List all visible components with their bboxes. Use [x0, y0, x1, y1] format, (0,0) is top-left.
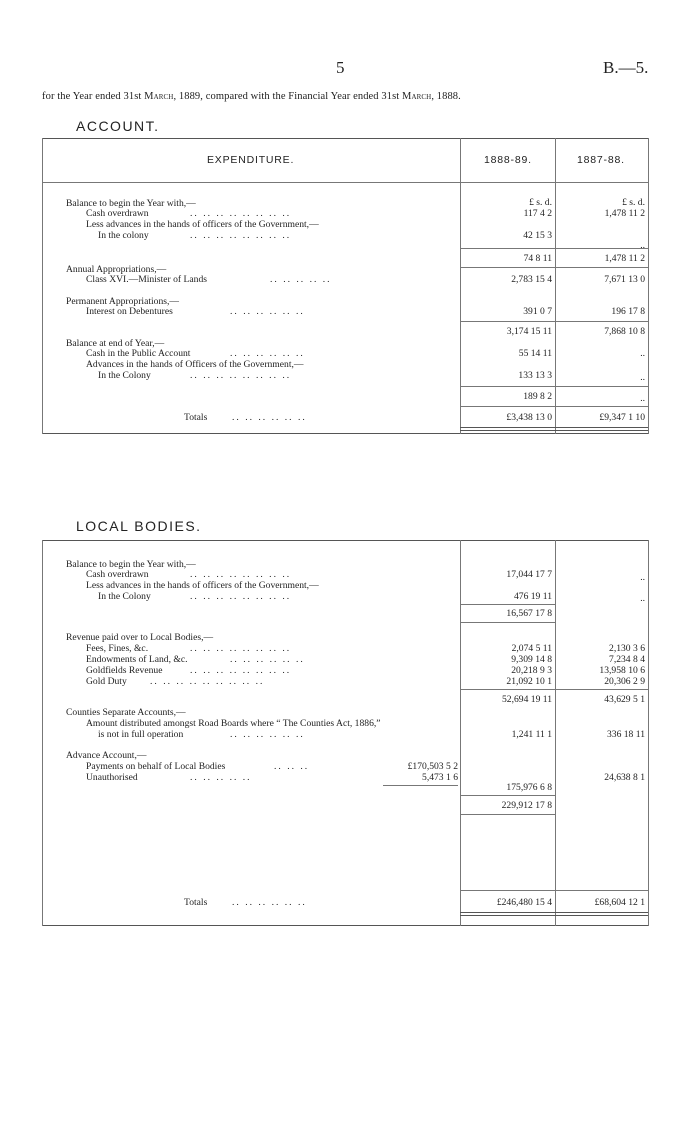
- intro-prefix: for the Year ended 31st: [42, 91, 145, 102]
- intro-month-2: March: [402, 91, 432, 102]
- leader-dots: .. .. .. .. ..: [270, 274, 332, 285]
- acc-row-label: Permanent Appropriations,—: [66, 296, 179, 307]
- acc-row-label: Cash in the Public Account: [86, 348, 191, 359]
- intro-mid: , 1889, compared with the Financial Year ended 31st: [173, 91, 403, 102]
- acc-row-label: Balance at end of Year,—: [66, 338, 165, 349]
- local-subtotal-1887: 43,629 5 1: [604, 694, 645, 705]
- local-amount-1888: 2,074 5 11: [511, 643, 552, 654]
- local-row-label: Advance Account,—: [66, 750, 147, 761]
- intro-suffix: , 1888.: [431, 91, 461, 102]
- local-row-label: Cash overdrawn: [86, 569, 149, 580]
- leader-dots: .. .. .. .. .. .. .. ..: [190, 665, 292, 676]
- leader-dots: .. .. .. .. .. .. .. ..: [190, 370, 292, 381]
- account-right-border: [648, 138, 649, 434]
- local-subtotal-1888: 52,694 19 11: [501, 694, 552, 705]
- subtotal-rule: [460, 814, 556, 815]
- intro-line: [42, 91, 461, 102]
- local-row-label: Payments on behalf of Local Bodies: [86, 761, 226, 772]
- local-amount-1887: 7,234 8 4: [609, 654, 645, 665]
- local-amount-1888: 1,241 11 1: [511, 729, 552, 740]
- subtotal-rule: [460, 248, 648, 249]
- local-divider-1: [460, 540, 461, 926]
- totals-double-rule: [460, 912, 648, 916]
- local-inner-amount: 5,473 1 6: [422, 772, 458, 783]
- local-total-1888: £246,480 15 4: [496, 897, 552, 908]
- leader-dots: .. .. .. .. .. ..: [230, 306, 305, 317]
- local-row-label: Revenue paid over to Local Bodies,—: [66, 632, 214, 643]
- acc-row-label: In the Colony: [98, 370, 151, 381]
- local-subtotal-1888: 229,912 17 8: [501, 800, 552, 811]
- acc-row-label: Advances in the hands of Officers of the Government,—: [86, 359, 304, 370]
- acc-amount-1888: 55 14 11: [518, 348, 552, 359]
- year-1888-89-header: 1888-89.: [484, 154, 532, 166]
- local-amount-1888: 9,309 14 8: [511, 654, 552, 665]
- account-heading: ACCOUNT.: [76, 118, 160, 134]
- acc-subtotal-1888: 74 8 11: [523, 253, 552, 264]
- acc-row-label: Less advances in the hands of officers of the Government,—: [86, 219, 319, 230]
- leader-dots: .. .. .. .. .. ..: [232, 897, 307, 908]
- totals-double-rule: [460, 427, 648, 431]
- leader-dots: .. .. .. .. .. ..: [230, 348, 305, 359]
- local-subtotal-1888: 16,567 17 8: [506, 608, 552, 619]
- local-amount-1887: 24,638 8 1: [604, 772, 645, 783]
- account-header-rule: [42, 182, 648, 183]
- document-reference: B.—5.: [603, 58, 649, 77]
- acc-row-label: Class XVI.—Minister of Lands: [86, 274, 207, 285]
- local-amount-1887: 336 18 11: [606, 729, 645, 740]
- acc-row-label: Interest on Debentures: [86, 306, 173, 317]
- local-bodies-heading: LOCAL BODIES.: [76, 518, 202, 534]
- local-amount-1887: 20,306 2 9: [604, 676, 645, 687]
- acc-amount-1887: 1,478 11 2: [604, 208, 645, 219]
- leader-dots: .. .. .. .. .. .. .. ..: [190, 643, 292, 654]
- subtotal-rule: [460, 604, 556, 605]
- local-row-label: Endowments of Land, &c.: [86, 654, 188, 665]
- acc-subtotal-1888: 3,174 15 11: [506, 326, 552, 337]
- local-row-label: Unauthorised: [86, 772, 138, 783]
- totals-rule: [460, 406, 648, 407]
- currency-header-2: £ s. d.: [622, 197, 645, 208]
- acc-amount-1887: ..: [640, 240, 645, 251]
- local-amount-1888: 17,044 17 7: [506, 569, 552, 580]
- account-totals-label: Totals: [184, 412, 208, 423]
- inner-rule: [383, 785, 458, 786]
- local-row-label: Balance to begin the Year with,—: [66, 559, 196, 570]
- year-1887-88-header: 1887-88.: [577, 154, 625, 166]
- local-total-1887: £68,604 12 1: [594, 897, 645, 908]
- acc-amount-1887: 7,671 13 0: [604, 274, 645, 285]
- acc-amount-1887: ..: [640, 348, 645, 359]
- local-amount-1888: 20,218 9 3: [511, 665, 552, 676]
- expenditure-header: EXPENDITURE.: [207, 154, 295, 166]
- leader-dots: .. .. .. .. ..: [190, 772, 252, 783]
- currency-header-1: £ s. d.: [529, 197, 552, 208]
- subtotal-rule: [460, 386, 648, 387]
- local-inner-amount: £170,503 5 2: [407, 761, 458, 772]
- leader-dots: .. .. .. .. .. .. .. ..: [190, 230, 292, 241]
- local-left-border: [42, 540, 43, 926]
- local-right-border: [648, 540, 649, 926]
- acc-subtotal-1888: 189 8 2: [523, 391, 552, 402]
- local-amount-1888: 175,976 6 8: [506, 782, 552, 793]
- subtotal-rule: [460, 267, 648, 268]
- local-amount-1888: 21,092 10 1: [506, 676, 552, 687]
- local-amount-1887: ..: [640, 572, 645, 583]
- acc-subtotal-1887: 1,478 11 2: [604, 253, 645, 264]
- local-divider-2: [555, 540, 556, 926]
- acc-row-label: Balance to begin the Year with,—: [66, 198, 196, 209]
- local-amount-1887: 2,130 3 6: [609, 643, 645, 654]
- subtotal-rule: [460, 622, 556, 623]
- local-row-label: Counties Separate Accounts,—: [66, 707, 186, 718]
- local-row-label: Goldfields Revenue: [86, 665, 163, 676]
- local-row-label: Gold Duty: [86, 676, 127, 687]
- acc-row-label: Cash overdrawn: [86, 208, 149, 219]
- local-row-label: Less advances in the hands of officers of the Government,—: [86, 580, 319, 591]
- acc-amount-1887: 196 17 8: [611, 306, 645, 317]
- local-row-label: Amount distributed amongst Road Boards where “ The Counties Act, 1886,”: [86, 718, 381, 729]
- leader-dots: .. .. .. .. .. ..: [230, 654, 305, 665]
- local-amount-1887: 13,958 10 6: [599, 665, 645, 676]
- subtotal-rule: [460, 321, 648, 322]
- local-totals-label: Totals: [184, 897, 208, 908]
- intro-month-1: March: [144, 91, 174, 102]
- acc-amount-1888: 133 13 3: [518, 370, 552, 381]
- acc-amount-1888: 117 4 2: [523, 208, 552, 219]
- leader-dots: .. .. .. .. .. ..: [230, 729, 305, 740]
- local-row-label: In the Colony: [98, 591, 151, 602]
- subtotal-rule: [460, 795, 556, 796]
- leader-dots: .. .. ..: [274, 761, 310, 772]
- leader-dots: .. .. .. .. .. ..: [232, 412, 307, 423]
- leader-dots: .. .. .. .. .. .. .. .. ..: [150, 676, 265, 687]
- acc-amount-1888: 42 15 3: [523, 230, 552, 241]
- local-amount-1887: ..: [640, 593, 645, 604]
- subtotal-rule: [460, 689, 648, 690]
- acc-row-label: In the colony: [98, 230, 149, 241]
- account-total-1888: £3,438 13 0: [506, 412, 552, 423]
- local-row-label: Fees, Fines, &c.: [86, 643, 149, 654]
- local-amount-1888: 476 19 11: [513, 591, 552, 602]
- local-row-label: is not in full operation: [98, 729, 184, 740]
- leader-dots: .. .. .. .. .. .. .. ..: [190, 208, 292, 219]
- acc-row-label: Annual Appropriations,—: [66, 264, 167, 275]
- page-number: 5: [336, 58, 345, 77]
- acc-subtotal-1887: ..: [640, 393, 645, 404]
- acc-amount-1888: 391 0 7: [523, 306, 552, 317]
- account-total-1887: £9,347 1 10: [599, 412, 645, 423]
- acc-amount-1887: ..: [640, 372, 645, 383]
- totals-rule: [460, 890, 648, 891]
- leader-dots: .. .. .. .. .. .. .. ..: [190, 591, 292, 602]
- acc-subtotal-1887: 7,868 10 8: [604, 326, 645, 337]
- leader-dots: .. .. .. .. .. .. .. ..: [190, 569, 292, 580]
- acc-amount-1888: 2,783 15 4: [511, 274, 552, 285]
